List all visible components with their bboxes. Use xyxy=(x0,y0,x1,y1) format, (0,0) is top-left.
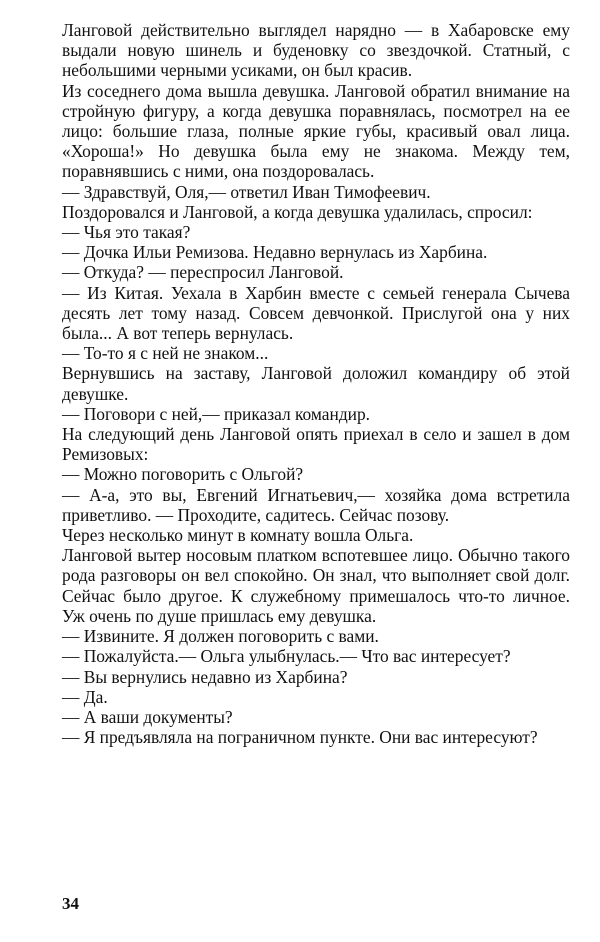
paragraph-9: — То-то я с ней не знаком... xyxy=(62,343,269,364)
paragraph-15: Через несколько минут в комнату вошла Ольга. xyxy=(62,525,414,546)
paragraph-20: — Да. xyxy=(62,686,108,707)
paragraph-1: Ланговой действительно выглядел нарядно — в Хабаровске ему выдали новую шинель и буденовку со звездочкой. Статный, с небольшими черными усиками, он был красив. xyxy=(62,20,570,81)
paragraph-22: — Я предъявляла на пограничном пункте. Они вас интересуют? xyxy=(62,727,538,748)
paragraph-8: — Из Китая. Уехала в Харбин вместе с семьей генерала Сычева десять лет тому назад. Совсем девчонкой. Прислугой она у них была... А вот теперь вернулась. xyxy=(62,282,570,344)
paragraph-4: Поздоровался и Ланговой, а когда девушка удалилась, спросил: xyxy=(62,201,533,222)
paragraph-16: Ланговой вытер носовым платком вспотевшее лицо. Обычно такого рода разговоры он вел спокойно. Он знал, что выполняет свой долг. Сейчас было другое. К служебному примешалось что-то личное. Уж очень по душе пришлась ему девушка. xyxy=(62,545,570,626)
paragraph-19: — Вы вернулись недавно из Харбина? xyxy=(62,666,348,687)
paragraph-3: — Здравствуй, Оля,— ответил Иван Тимофеевич. xyxy=(62,181,431,202)
paragraph-5: — Чья это такая? xyxy=(62,222,191,243)
paragraph-14: — А-а, это вы, Евгений Игнатьевич,— хозяйка дома встретила приветливо. — Проходите, садитесь. Сейчас позову. xyxy=(62,484,570,525)
paragraph-18: — Пожалуйста.— Ольга улыбнулась.— Что вас интересует? xyxy=(62,646,511,667)
paragraph-10: Вернувшись на заставу, Ланговой доложил командиру об этой девушке. xyxy=(62,363,570,404)
page-number: 34 xyxy=(62,894,79,913)
paragraph-21: — А ваши документы? xyxy=(62,706,233,727)
paragraph-7: — Откуда? — переспросил Ланговой. xyxy=(62,262,344,283)
paragraph-12: На следующий день Ланговой опять приехал в село и зашел в дом Ремизовых: xyxy=(62,424,570,465)
page-body xyxy=(62,20,570,747)
paragraph-11: — Поговори с ней,— приказал командир. xyxy=(62,403,371,424)
paragraph-17: — Извините. Я должен поговорить с вами. xyxy=(62,626,379,647)
paragraph-13: — Можно поговорить с Ольгой? xyxy=(62,464,304,485)
paragraph-6: — Дочка Ильи Ремизова. Недавно вернулась из Харбина. xyxy=(62,242,488,263)
paragraph-2: Из соседнего дома вышла девушка. Ланговой обратил внимание на стройную фигуру, а когда девушка поравнялась, посмотрел на ее лицо: большие глаза, полные яркие губы, красивый овал лица. «Хороша!» Но девушка была ему не знакома. Между тем, поравнявшись с ними, она поздоровалась. xyxy=(62,80,570,182)
